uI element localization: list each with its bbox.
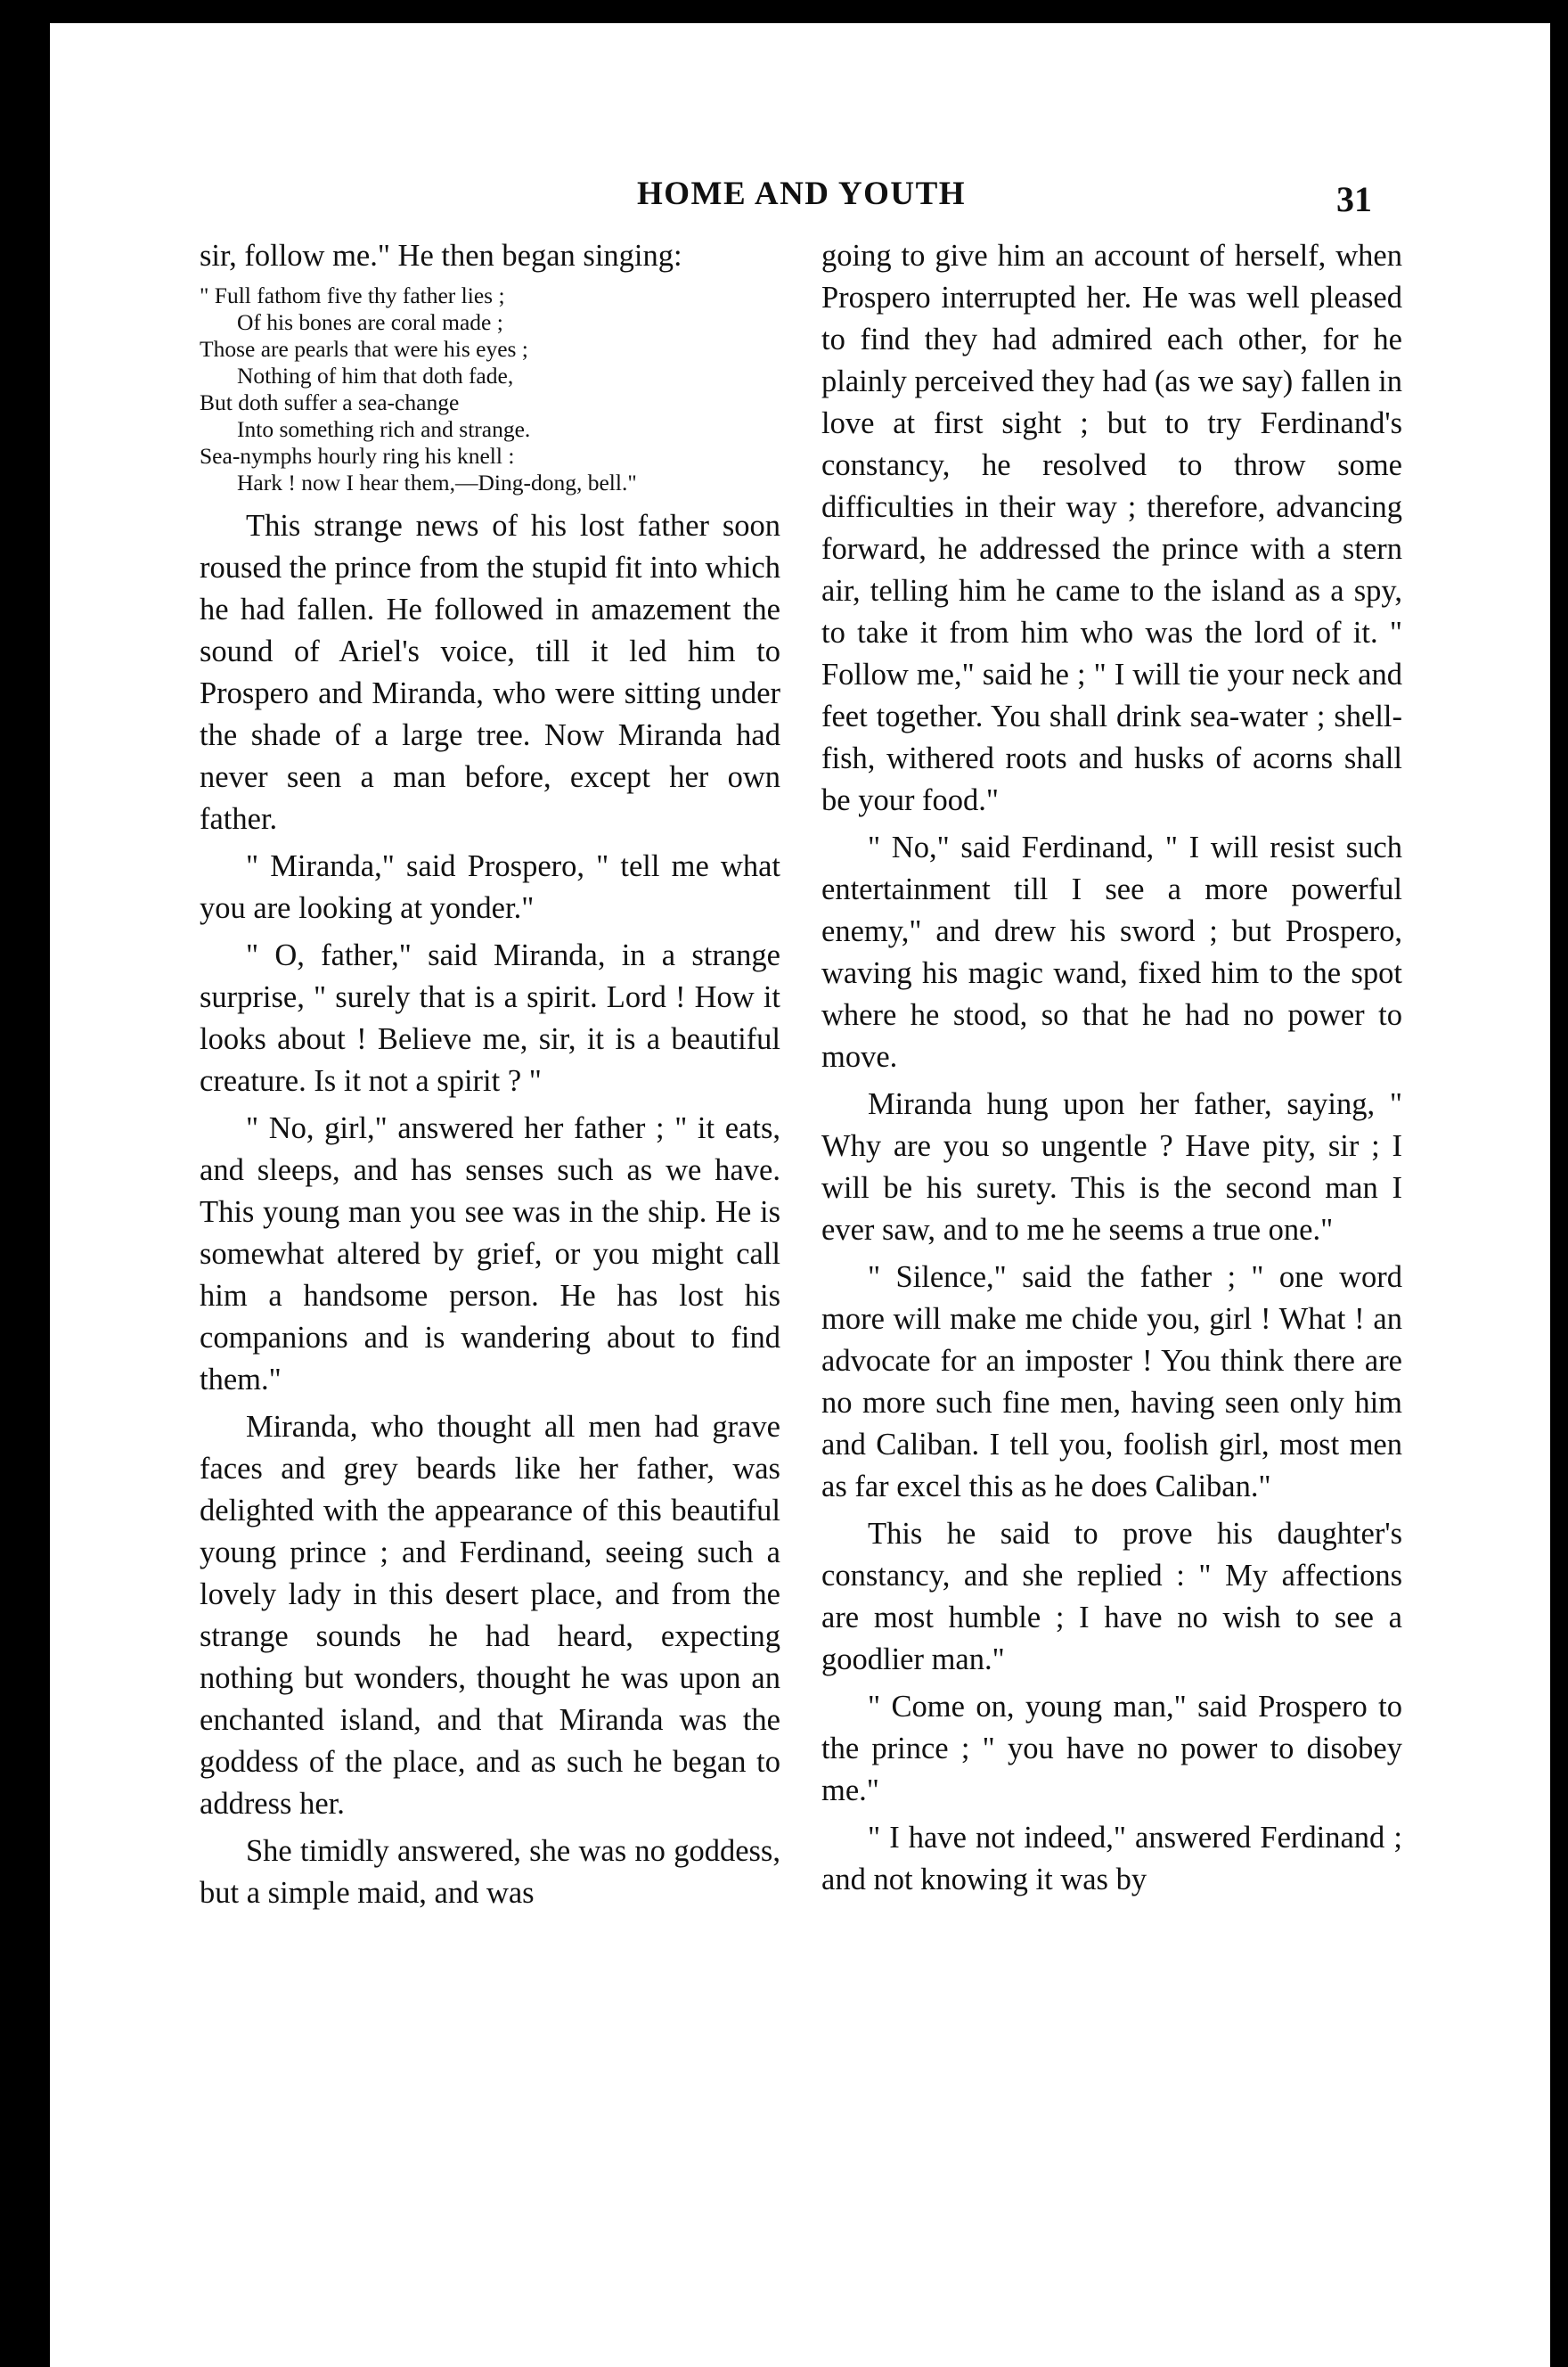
paragraph: " No, girl," answered her father ; " it eats, and sleeps, and has senses such as we have. This young man you see was in the ship. He is somewhat altered by grief, or you might call him a handsome person. He has lost his companions and is wandering about to find them." <box>200 1111 780 1396</box>
verse-line: But doth suffer a sea-change <box>200 389 460 415</box>
right-column <box>821 235 1402 1906</box>
verse-line: Sea-nymphs hourly ring his knell : <box>200 443 515 469</box>
paragraph: This he said to prove his daughter's constancy, and she replied : " My affections are most humble ; I have no wish to see a goodlier man." <box>821 1517 1402 1676</box>
running-title: HOME AND YOUTH <box>637 176 967 212</box>
page-number: 31 <box>1336 179 1372 219</box>
verse-line: Of his bones are coral made ; <box>237 309 503 335</box>
paragraph: " Silence," said the father ; " one word more will make me chide you, girl ! What ! an advocate for an imposter ! You think there are no more such fine men, having seen only him and Caliban. I tell you, foolish girl, most men as far excel this as he does Caliban." <box>821 1260 1402 1503</box>
verse-line: Those are pearls that were his eyes ; <box>200 336 528 362</box>
paragraph: going to give him an account of herself, when Prospero interrupted her. He was well pleased to find they had admired each other, for he plainly perceived they had (as we say) fallen in love at first sight ; but to try Ferdinand's constancy, he resolved to throw some difficulties in their way ; therefore, advancing forward, he addressed the prince with a stern air, telling him he came to the island as a spy, to take it from him who was the lord of it. " Follow me," said he ; " I will tie your neck and feet together. You shall drink sea-water ; shell-fish, withered roots and husks of acorns shall be your food." <box>821 239 1402 817</box>
verse-line: Into something rich and strange. <box>237 416 531 442</box>
page-header <box>0 171 1568 225</box>
paragraph: " No," said Ferdinand, " I will resist such entertainment till I see a more powerful enemy," and drew his sword ; but Prospero, waving his magic wand, fixed him to the spot where he stood, so that he had no power to move. <box>821 831 1402 1074</box>
paragraph: " Come on, young man," said Prospero to the prince ; " you have no power to disobey me." <box>821 1690 1402 1807</box>
paragraph: She timidly answered, she was no goddess, but a simple maid, and was <box>200 1834 780 1910</box>
left-column <box>200 235 780 1920</box>
paragraph: " Miranda," said Prospero, " tell me what you are looking at yonder." <box>200 849 780 925</box>
paragraph: " O, father," said Miranda, in a strange surprise, " surely that is a spirit. Lord ! How it looks about ! Believe me, sir, it is a beautiful creature. Is it not a spirit ? " <box>200 938 780 1098</box>
scan-border-top <box>0 0 1568 23</box>
paragraph: Miranda, who thought all men had grave faces and grey beards like her father, was delighted with the appearance of this beautiful young prince ; and Ferdinand, seeing such a lovely lady in this desert place, and from the strange sounds he had heard, expecting nothing but wonders, thought he was upon an enchanted island, and that Miranda was the goddess of the place, and as such he began to address her. <box>200 1410 780 1821</box>
song-verse <box>200 283 780 496</box>
scan-border-right <box>1550 0 1568 2367</box>
verse-line: Nothing of him that doth fade, <box>237 363 514 389</box>
paragraph: This strange news of his lost father soon roused the prince from the stupid fit into which he had fallen. He followed in amazement the sound of Ariel's voice, till it led him to Prospero and Miranda, who were sitting under the shade of a large tree. Now Miranda had never seen a man before, except her own father. <box>200 509 780 836</box>
verse-line: Hark ! now I hear them,—Ding-dong, bell." <box>237 470 637 496</box>
scan-border-left <box>0 0 50 2367</box>
paragraph: Miranda hung upon her father, saying, " Why are you so ungentle ? Have pity, sir ; I will be his surety. This is the second man I ever saw, and to me he seems a true one." <box>821 1087 1402 1247</box>
paragraph: " I have not indeed," answered Ferdinand ; and not knowing it was by <box>821 1821 1402 1896</box>
paragraph: sir, follow me." He then began singing: <box>200 239 682 273</box>
verse-line: " Full fathom five thy father lies ; <box>200 283 505 308</box>
